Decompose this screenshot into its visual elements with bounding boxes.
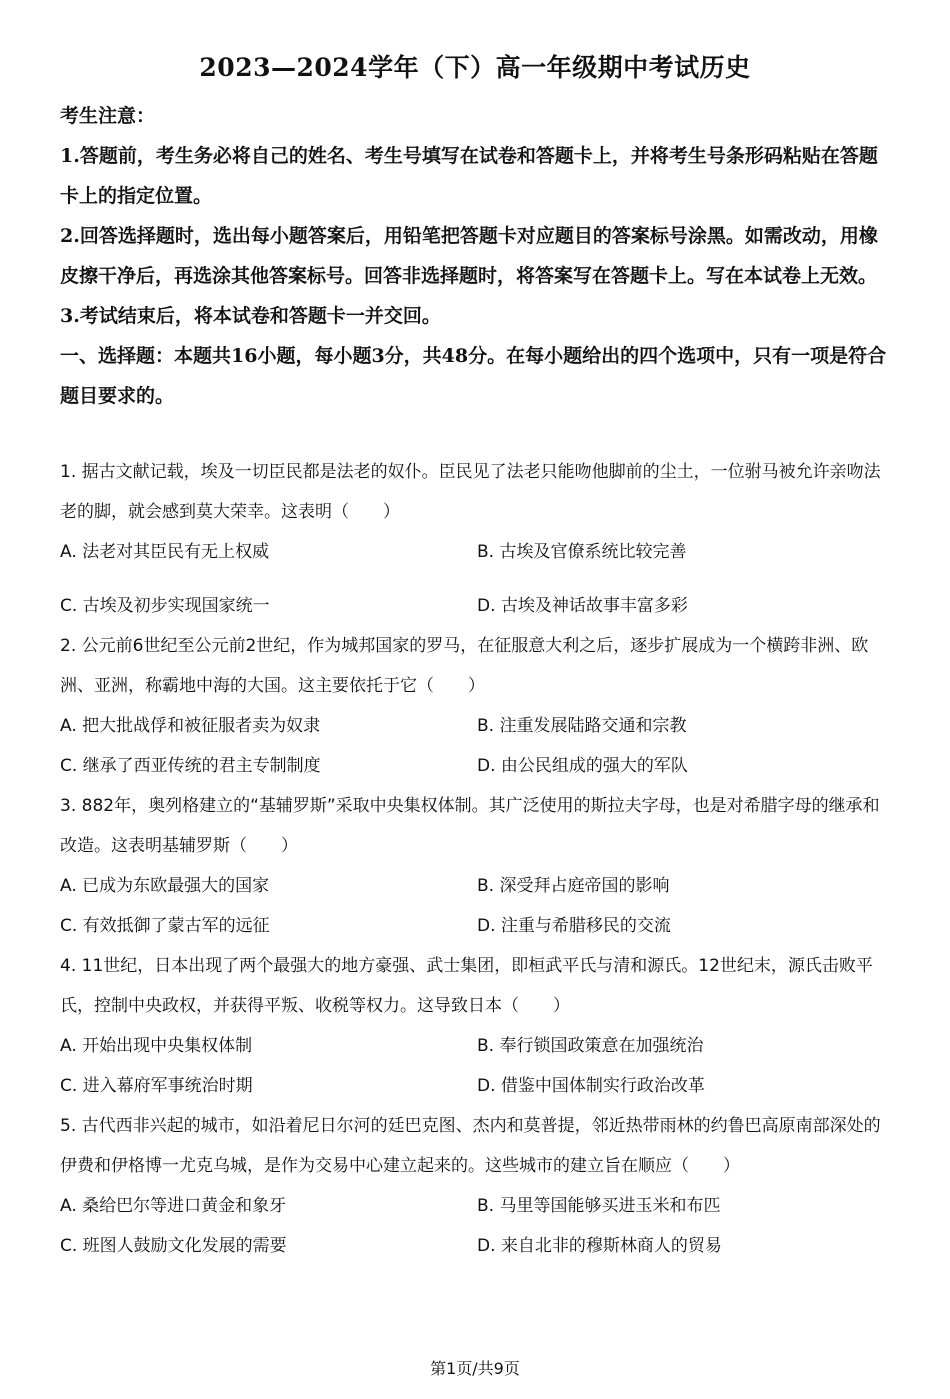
question-4 (60, 946, 895, 1106)
page-number: 第1页/共9页 (430, 1359, 520, 1378)
option-c: C. 古埃及初步实现国家统一 (60, 596, 270, 616)
option-b: B. 注重发展陆路交通和宗教 (477, 716, 687, 736)
option-a: A. 开始出现中央集权体制 (60, 1036, 253, 1056)
option-d: D. 借鉴中国体制实行政治改革 (477, 1076, 705, 1096)
option-a: A. 把大批战俘和被征服者卖为奴隶 (60, 716, 321, 736)
page-title: 2023—2024学年（下）高一年级期中考试历史 (199, 53, 751, 82)
question-stem: 4. 11世纪，日本出现了两个最强大的地方豪强、武士集团，即桓武平氏与清和源氏。12世纪末，源氏击败平氏，控制中央政权，并获得平叛、收税等权力。这导致日本（ ） (60, 956, 873, 1016)
option-list (60, 586, 895, 626)
option-d: D. 注重与希腊移民的交流 (477, 916, 671, 936)
question-stem: 2. 公元前6世纪至公元前2世纪，作为城邦国家的罗马，在征服意大利之后，逐步扩展成为一个横跨非洲、欧洲、亚洲，称霸地中海的大国。这主要依托于它（ ） (60, 636, 869, 696)
option-d: D. 由公民组成的强大的军队 (477, 756, 688, 776)
exam-notice (60, 96, 895, 416)
option-a: A. 已成为东欧最强大的国家 (60, 876, 270, 896)
option-b: B. 深受拜占庭帝国的影响 (477, 876, 670, 896)
option-d: D. 古埃及神话故事丰富多彩 (477, 596, 688, 616)
question-2 (60, 626, 895, 786)
notice-heading: 考生注意： (60, 105, 156, 127)
option-c: C. 进入幕府军事统治时期 (60, 1076, 253, 1096)
option-a: A. 法老对其臣民有无上权威 (60, 542, 270, 562)
option-b: B. 古埃及官僚系统比较完善 (477, 542, 687, 562)
option-list (60, 1026, 895, 1106)
option-d: D. 来自北非的穆斯林商人的贸易 (477, 1236, 722, 1256)
question-3 (60, 786, 895, 946)
question-stem: 3. 882年，奥列格建立的“基辅罗斯”采取中央集权体制。其广泛使用的斯拉夫字母，也是对希腊字母的继承和改造。这表明基辅罗斯（ ） (60, 796, 880, 856)
question-stem: 5. 古代西非兴起的城市，如沿着尼日尔河的廷巴克图、杰内和莫普提，邻近热带雨林的约鲁巴高原南部深处的伊费和伊格博一尤克乌城，是作为交易中心建立起来的。这些城市的建立旨在顺应（ ） (60, 1116, 881, 1176)
option-c: C. 有效抵御了蒙古军的远征 (60, 916, 270, 936)
notice-item-1: 1.答题前，考生务必将自己的姓名、考生号填写在试卷和答题卡上，并将考生号条形码粘贴在答题卡上的指定位置。 (60, 145, 878, 207)
option-list (60, 706, 895, 786)
option-b: B. 奉行锁国政策意在加强统治 (477, 1036, 704, 1056)
option-list (60, 866, 895, 946)
question-5 (60, 1106, 895, 1266)
question-1 (60, 452, 895, 626)
section-heading: 一、选择题：本题共16小题，每小题3分，共48分。在每小题给出的四个选项中，只有一项是符合题目要求的。 (60, 345, 887, 407)
option-list (60, 1186, 895, 1266)
notice-item-3: 3.考试结束后，将本试卷和答题卡一并交回。 (60, 305, 441, 327)
notice-item-2: 2.回答选择题时，选出每小题答案后，用铅笔把答题卡对应题目的答案标号涂黑。如需改动，用橡皮擦干净后，再选涂其他答案标号。回答非选择题时，将答案写在答题卡上。写在本试卷上无效。 (60, 225, 878, 287)
option-c: C. 继承了西亚传统的君主专制制度 (60, 756, 321, 776)
question-stem: 1. 据古文献记载，埃及一切臣民都是法老的奴仆。臣民见了法老只能吻他脚前的尘土，一位驸马被允许亲吻法老的脚，就会感到莫大荣幸。这表明（ ） (60, 462, 881, 522)
option-c: C. 班图人鼓励文化发展的需要 (60, 1236, 287, 1256)
option-b: B. 马里等国能够买进玉米和布匹 (477, 1196, 721, 1216)
option-list (60, 532, 895, 572)
option-a: A. 桑给巴尔等进口黄金和象牙 (60, 1196, 287, 1216)
